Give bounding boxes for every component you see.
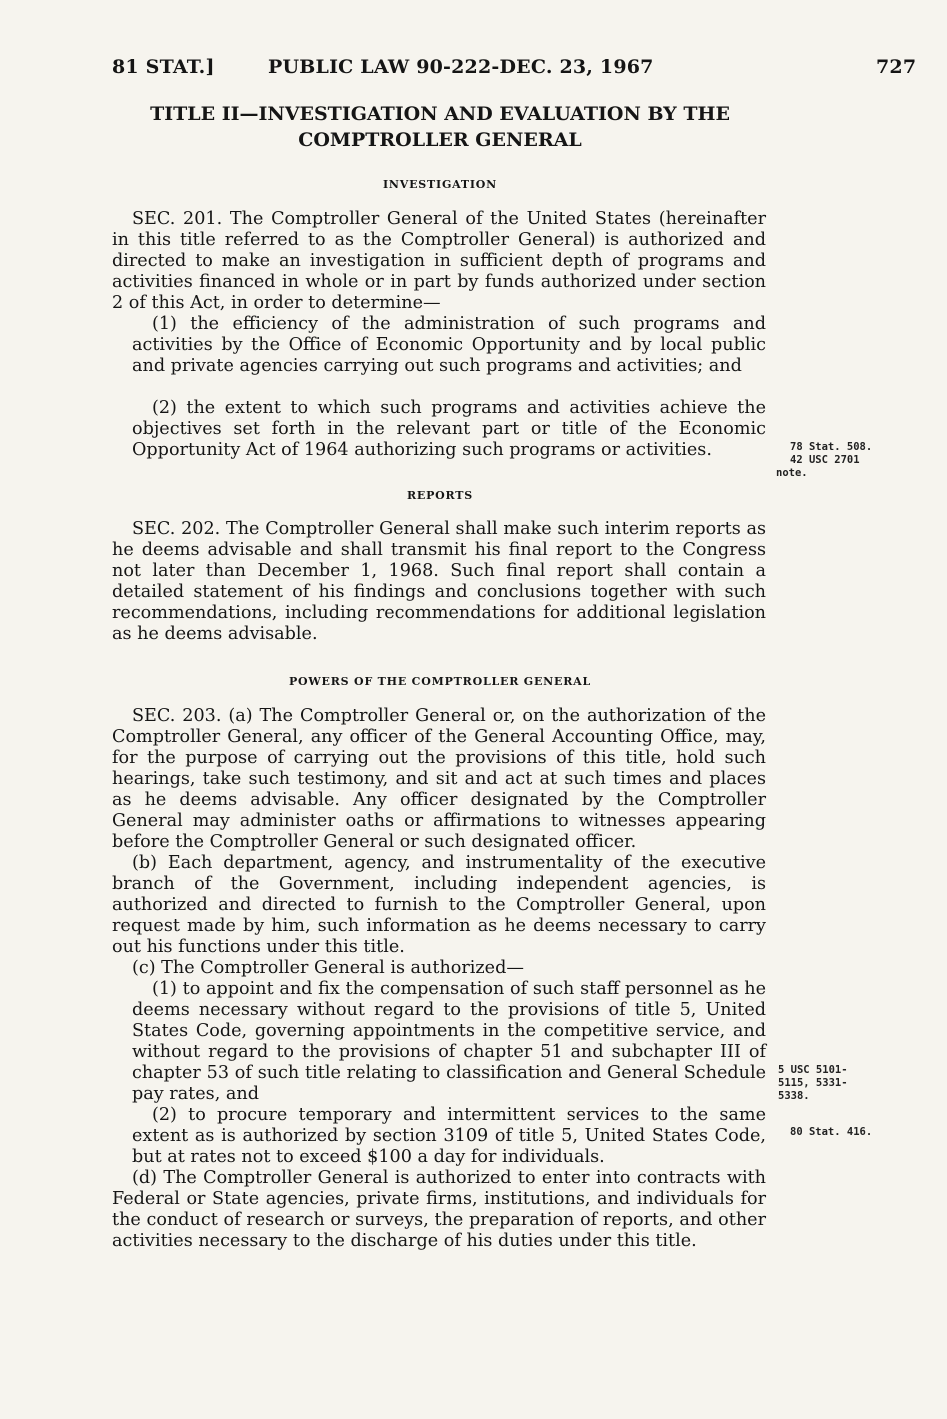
section-202-prefix: SEC. — [132, 519, 176, 539]
section-201-item-2: (2) the extent to which such programs and activities achieve the objectives set forth in the relevant part or title of the Economic Opportunity Act of 1964 authorizing such programs or activities. — [132, 398, 766, 460]
title-line-2: COMPTROLLER GENERAL — [298, 129, 582, 151]
heading-powers: POWERS OF THE COMPTROLLER GENERAL — [288, 675, 592, 688]
margin-note-1-line-3: note. — [776, 467, 808, 479]
margin-note-1-line-2: 42 USC 2701 — [790, 454, 860, 466]
section-203-c-1: (1) to appoint and fix the compensation of such staff personnel as he deems necessary without regard to the provisions of title 5, United States Code, governing appointments in the competitive service, and without regard to the provisions of chapter 51 and subchapter III of chapter 53 of such title relating to classification and General Schedule pay rates, and — [132, 979, 766, 1104]
margin-note-2-line-3: 5338. — [778, 1090, 810, 1102]
section-201-prefix: SEC. — [132, 209, 176, 229]
heading-investigation: INVESTIGATION — [382, 178, 498, 191]
margin-note-2-line-1: 5 USC 5101- — [778, 1064, 848, 1076]
header-law-citation: PUBLIC LAW 90-222-DEC. 23, 1967 — [268, 56, 654, 78]
section-202 — [112, 519, 766, 645]
section-203-prefix: SEC. — [132, 706, 176, 726]
section-203-c-2: (2) to procure temporary and intermittent services to the same extent as is authorized by section 3109 of title 5, United States Code, but at rates not to exceed $100 a day for individuals. — [132, 1105, 766, 1167]
heading-reports: REPORTS — [406, 489, 474, 502]
section-203-c: (c) The Comptroller General is authorized— — [132, 958, 524, 978]
header-stat: 81 STAT.] — [112, 56, 215, 78]
margin-note-5-usc-5101 — [778, 1064, 928, 1103]
margin-note-80-stat-416: 80 Stat. 416. — [790, 1126, 873, 1138]
title-line-1: TITLE II—INVESTIGATION AND EVALUATION BY THE — [150, 103, 730, 125]
section-203-a-text: 203. (a) The Comptroller General or, on the authorization of the Comptroller General, any officer of the General Accounting Office, may, for the purpose of carrying out the provisions of this title, hold such hearings, take such testimony, and sit and act at such times and places as he deems advisable. Any officer designated by the Comptroller General may administer oaths or affirmations to witnesses appearing before the Comptroller General or such designated officer. — [112, 706, 766, 852]
margin-note-2-line-2: 5115, 5331- — [778, 1077, 848, 1089]
section-203-a — [112, 706, 766, 853]
section-203-d: (d) The Comptroller General is authorized to enter into contracts with Federal or State agencies, private firms, institutions, and individuals for the conduct of research or surveys, the preparation of reports, and other activities necessary to the discharge of his duties under this title. — [112, 1168, 766, 1251]
section-201-item-1: (1) the efficiency of the administration of such programs and activities by the Office of Economic Opportunity and by local public and private agencies carrying out such programs and activities; and — [132, 314, 766, 376]
section-202-text: 202. The Comptroller General shall make such interim reports as he deems advisable and shall transmit his final report to the Congress not later than December 1, 1968. Such final report shall contain a detailed statement of his findings and conclusions together with such recommendations, including recommendations for additional legislation as he deems advisable. — [112, 519, 766, 644]
margin-note-1-line-1: 78 Stat. 508. — [790, 441, 873, 453]
section-203-b: (b) Each department, agency, and instrumentality of the executive branch of the Government, including independent agencies, is authorized and directed to furnish to the Comptroller General, upon request made by him, such information as he deems necessary to carry out his functions under this title. — [112, 853, 766, 957]
section-201-text: 201. The Comptroller General of the United States (hereinafter in this title referred to as the Comptroller General) is authorized and directed to make an investigation in sufficient depth of programs and activities financed in whole or in part by funds authorized under section 2 of this Act, in order to determine— — [112, 209, 766, 313]
margin-note-78-stat-508 — [776, 441, 940, 480]
section-201 — [112, 209, 766, 314]
page-number: 727 — [876, 56, 917, 78]
